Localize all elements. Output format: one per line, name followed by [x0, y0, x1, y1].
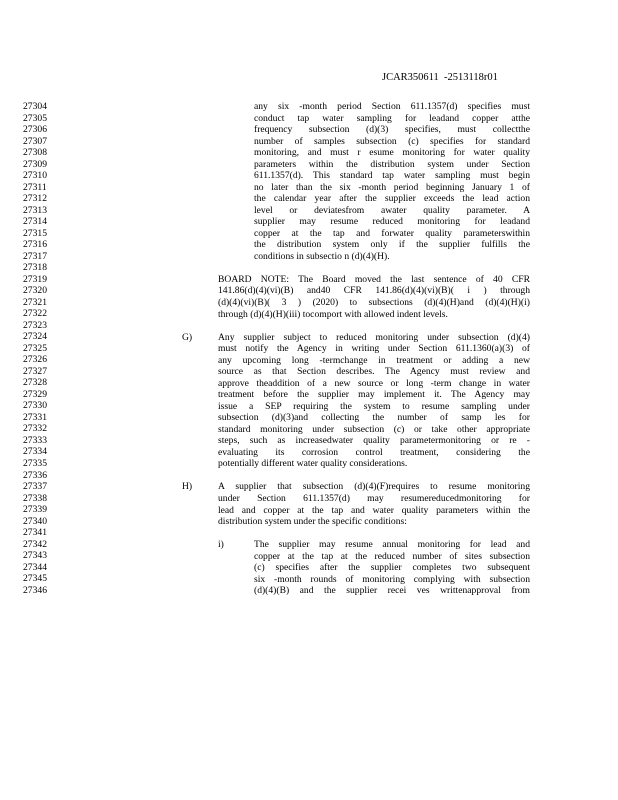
line-number: 27309 [23, 158, 47, 170]
subsection-f-continuation-line: the distribution system only if the supplier fulfills the [254, 239, 530, 251]
line-number: 27326 [23, 354, 47, 366]
line-number: 27334 [23, 446, 47, 458]
item-g-line: treatment before the supplier may implement it. The Agency may [218, 389, 530, 401]
line-number: 27317 [23, 250, 47, 262]
line-number: 27335 [23, 457, 47, 469]
line-number: 27330 [23, 400, 47, 412]
item-h-line: distribution system under the specific conditions: [218, 516, 407, 528]
item-h-i-line: (d)(4)(B) and the supplier recei ves writtenapproval from [254, 585, 530, 597]
line-number: 27338 [23, 492, 47, 504]
line-number: 27332 [23, 423, 47, 435]
line-number: 27336 [23, 469, 47, 481]
item-g-line: source as that Section describes. The Agency must review and [218, 366, 530, 378]
header-suffix: -2513118r01 [444, 72, 498, 83]
item-g-marker: G) [182, 331, 193, 343]
board-note-line: 141.86(d)(4)(vi)(B) and40 CFR 141.86(d)(4)(vi)(B)( i ) through [218, 285, 530, 297]
line-number: 27327 [23, 365, 47, 377]
line-number: 27329 [23, 388, 47, 400]
line-number: 27345 [23, 573, 47, 585]
subsection-f-continuation-line: no later than the six -month period beginning January 1 of [254, 181, 530, 193]
line-number: 27333 [23, 434, 47, 446]
line-number: 27331 [23, 411, 47, 423]
item-g-line: steps, such as increasedwater quality parametermonitoring or re - [218, 435, 530, 447]
line-number: 27324 [23, 331, 47, 343]
line-number: 27312 [23, 193, 47, 205]
line-number: 27311 [23, 181, 47, 193]
line-number: 27337 [23, 481, 47, 493]
line-number: 27339 [23, 504, 47, 516]
item-g-line: potentially different water quality considerations. [218, 458, 408, 470]
line-number: 27323 [23, 319, 47, 331]
item-g-line: must notify the Agency in writing under Section 611.1360(a)(3) of [218, 343, 530, 355]
line-number: 27310 [23, 170, 47, 182]
board-note-line: BOARD NOTE: The Board moved the last sentence of 40 CFR [218, 273, 530, 285]
item-g-line: issue a SEP requiring the system to resume sampling under [218, 400, 530, 412]
line-number: 27346 [23, 584, 47, 596]
line-number: 27341 [23, 527, 47, 539]
line-number: 27340 [23, 515, 47, 527]
line-number: 27307 [23, 135, 47, 147]
board-note-line: through (d)(4)(H)(iii) tocomport with allowed indent levels. [218, 308, 448, 320]
document-header [382, 72, 498, 83]
line-number: 27318 [23, 262, 47, 274]
board-note-line: (d)(4)(vi)(B)( 3 ) (2020) to subsections (d)(4)(H)and (d)(4)(H)(i) [218, 297, 530, 308]
item-g-line: standard monitoring under subsection (c) or take other appropriate [218, 423, 530, 435]
line-number: 27305 [23, 112, 47, 124]
subsection-f-continuation-line: level or deviatesfrom awater quality parameter. A [254, 204, 530, 216]
subsection-f-continuation-line: the calendar year after the supplier exceeds the lead action [254, 193, 530, 205]
line-number: 27316 [23, 239, 47, 251]
line-number: 27325 [23, 342, 47, 354]
line-number: 27313 [23, 204, 47, 216]
line-number: 27304 [23, 101, 47, 112]
line-number: 27342 [23, 538, 47, 550]
item-g-line: approve theaddition of a new source or long -term change in water [218, 377, 530, 389]
item-g-line: evaluating its corrosion control treatment, considering the [218, 446, 530, 458]
line-number: 27344 [23, 561, 47, 573]
item-g-line: Any supplier subject to reduced monitoring under subsection (d)(4) [218, 331, 530, 343]
item-h-i-line: The supplier may resume annual monitoring for lead and [254, 539, 530, 551]
subsection-f-continuation-line: conditions in subsectio n (d)(4)(H). [254, 250, 390, 262]
subsection-f-continuation-line: parameters within the distribution system under Section [254, 158, 530, 170]
item-h-line: lead and copper at the tap and water quality parameters within the [218, 504, 530, 516]
item-h-marker: H) [182, 481, 193, 493]
item-h-i-line: copper at the tap at the reduced number of sites subsection [254, 550, 530, 562]
item-h-i-marker: i) [218, 539, 224, 551]
item-g-line: any upcoming long -termchange in treatment or adding a new [218, 354, 530, 366]
item-h-line: A supplier that subsection (d)(4)(F)requires to resume monitoring [218, 481, 530, 493]
subsection-f-continuation-line: any six -month period Section 611.1357(d) specifies must [254, 101, 530, 112]
line-number: 27320 [23, 285, 47, 297]
subsection-f-continuation-line: number of samples subsection (c) specifies for standard [254, 135, 530, 147]
subsection-f-continuation-line: supplier may resume reduced monitoring for leadand [254, 216, 530, 228]
subsection-f-continuation-line: monitoring, and must r esume monitoring for water quality [254, 147, 530, 159]
line-number: 27315 [23, 227, 47, 239]
line-number: 27322 [23, 308, 47, 320]
line-number: 27314 [23, 216, 47, 228]
item-h-line: under Section 611.1357(d) may resumereducedmonitoring for [218, 493, 530, 505]
subsection-f-continuation-line: copper at the tap and forwater quality parameterswithin [254, 227, 530, 239]
line-number: 27328 [23, 377, 47, 389]
line-number-column [23, 101, 47, 596]
item-h-i-line: (c) specifies after the supplier completes two subsequent [254, 562, 530, 574]
header-doc-id: JCAR350611 [382, 72, 439, 83]
item-g-line: subsection (d)(3)and collecting the number of samp les for [218, 412, 530, 424]
item-h-i-line: six -month rounds of monitoring complying with subsection [254, 573, 530, 585]
subsection-f-continuation-line: frequency subsection (d)(3) specifies, must collectthe [254, 124, 530, 136]
line-number: 27308 [23, 147, 47, 159]
line-number: 27321 [23, 296, 47, 308]
subsection-f-continuation-line: conduct tap water sampling for leadand copper atthe [254, 112, 530, 124]
line-number: 27343 [23, 550, 47, 562]
line-number: 27306 [23, 124, 47, 136]
line-number: 27319 [23, 273, 47, 285]
subsection-f-continuation-line: 611.1357(d). This standard tap water sampling must begin [254, 170, 530, 182]
